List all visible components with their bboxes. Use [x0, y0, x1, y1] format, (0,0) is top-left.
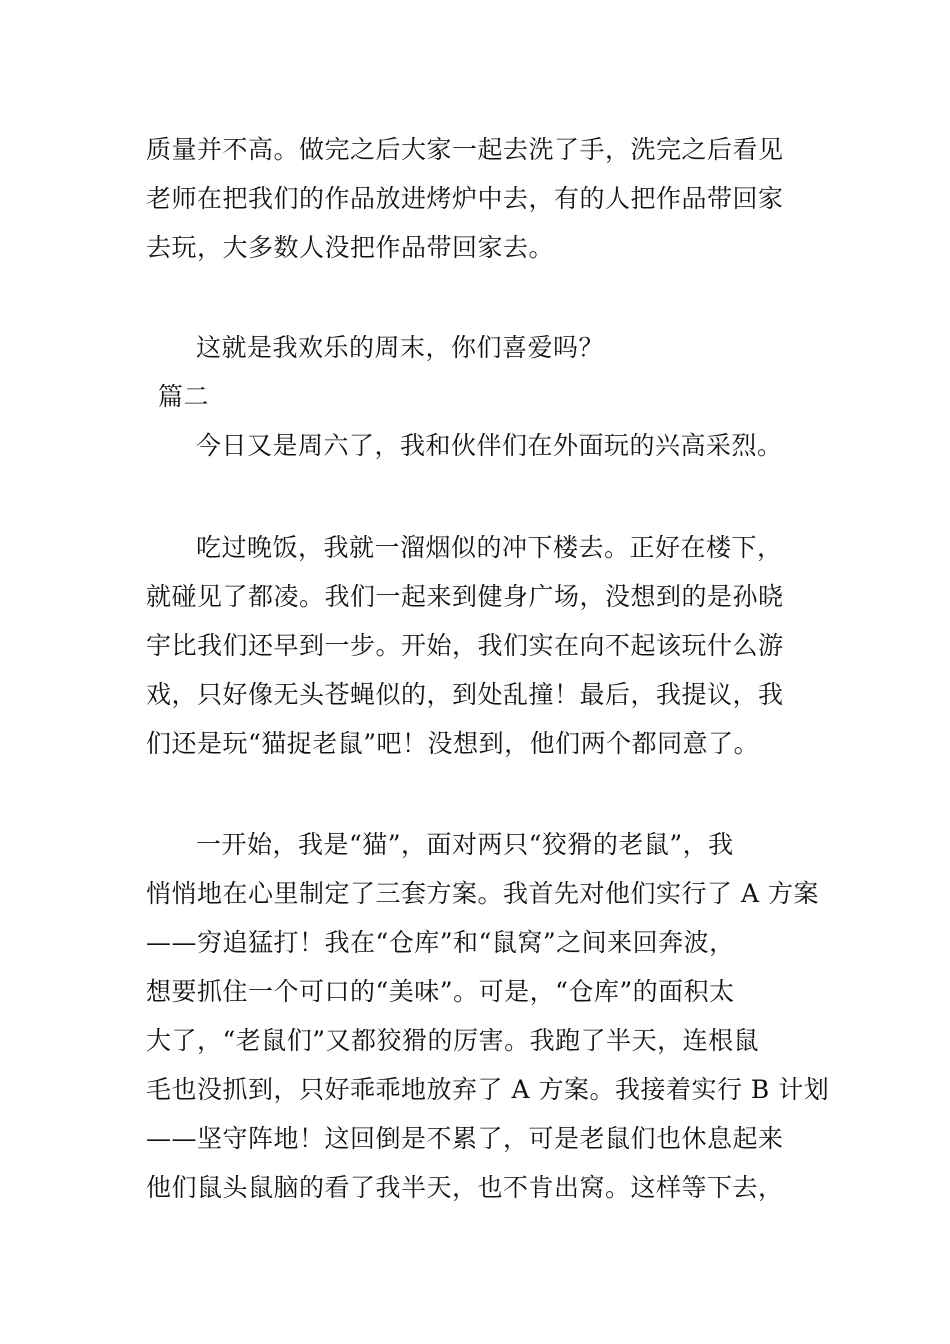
text-line: ——坚守阵地！这回倒是不累了，可是老鼠们也休息起来: [146, 1124, 784, 1153]
text-line: 一开始，我是“猫”，面对两只“狡猾的老鼠”，我: [196, 830, 734, 859]
text-line: 戏，只好像无头苍蝇似的，到处乱撞！最后，我提议，我: [146, 680, 784, 709]
text-line: 们还是玩“猫捉老鼠”吧！没想到，他们两个都同意了。: [146, 729, 760, 758]
text-line: 老师在把我们的作品放进烤炉中去，有的人把作品带回家: [146, 184, 784, 213]
text-line: 这就是我欢乐的周末，你们喜爱吗？: [196, 333, 605, 362]
text-line: ——穷追猛打！我在“仓库”和“鼠窝”之间来回奔波，: [146, 928, 735, 957]
text-line: 想要抓住一个可口的“美味”。可是，“仓库”的面积太: [146, 977, 735, 1006]
text-line: 吃过晚饭，我就一溜烟似的冲下楼去。正好在楼下，: [196, 533, 783, 562]
text-line: 宇比我们还早到一步。开始，我们实在向不起该玩什么游: [146, 631, 784, 660]
section-heading: 篇二: [158, 382, 210, 411]
text-line: 今日又是周六了，我和伙伴们在外面玩的兴高采烈。: [196, 431, 783, 460]
text-line: 大了，“老鼠们”又都狡猾的厉害。我跑了半天，连根鼠: [146, 1026, 760, 1055]
text-line: 他们鼠头鼠脑的看了我半天，也不肯出窝。这样等下去，: [146, 1173, 784, 1202]
text-line: 去玩，大多数人没把作品带回家去。: [146, 233, 555, 262]
text-line: 悄悄地在心里制定了三套方案。我首先对他们实行了 A 方案: [146, 879, 819, 908]
text-line: 就碰见了都凌。我们一起来到健身广场，没想到的是孙晓: [146, 582, 784, 611]
text-line: 质量并不高。做完之后大家一起去洗了手，洗完之后看见: [146, 135, 784, 164]
text-line: 毛也没抓到，只好乖乖地放弃了 A 方案。我接着实行 B 计划: [146, 1075, 830, 1104]
